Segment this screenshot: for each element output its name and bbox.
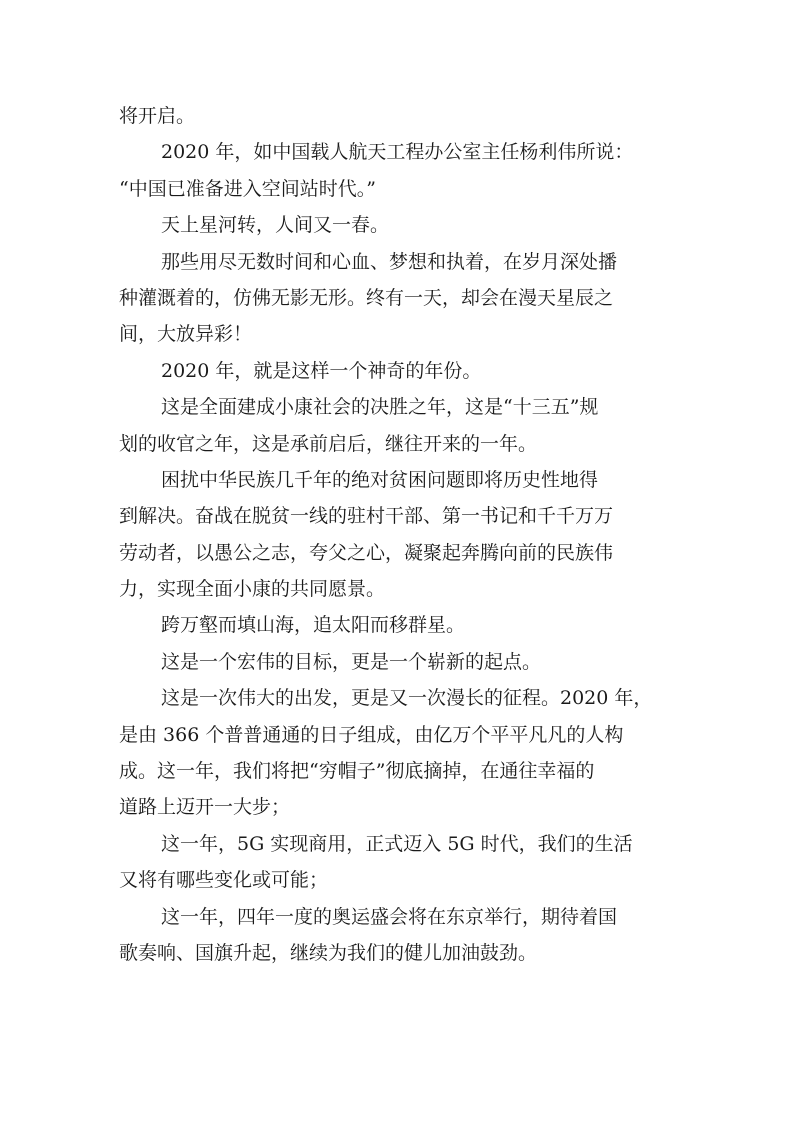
paragraph-line: 道路上迈开一大步； — [119, 796, 291, 819]
paragraph — [119, 462, 679, 608]
paragraph-line: 劳动者，以愚公之志，夸父之心，凝聚起奔腾向前的民族伟 — [119, 541, 614, 564]
paragraph-line: 这是一次伟大的出发，更是又一次漫长的征程。2020 年， — [161, 687, 653, 710]
paragraph — [119, 644, 679, 680]
paragraph-line: 困扰中华民族几千年的绝对贫困问题即将历史性地得 — [161, 468, 599, 491]
document-body — [119, 98, 679, 971]
paragraph-line: 又将有哪些变化或可能； — [119, 869, 329, 892]
paragraph — [119, 98, 679, 134]
paragraph-line: 那些用尽无数时间和心血、梦想和执着，在岁月深处播 — [161, 250, 618, 273]
paragraph — [119, 353, 679, 389]
paragraph-line: 将开启。 — [119, 105, 196, 127]
paragraph-line: 力，实现全面小康的共同愿景。 — [119, 578, 386, 601]
paragraph-line: 间，大放异彩！ — [119, 323, 253, 346]
paragraph-line: 成。这一年，我们将把“穷帽子”彻底摘掉，在通往幸福的 — [119, 760, 595, 783]
paragraph-line: 跨万壑而填山海，追太阳而移群星。 — [161, 614, 466, 637]
paragraph — [119, 207, 679, 243]
paragraph-line: 天上星河转，人间又一春。 — [161, 214, 390, 237]
paragraph-line: 这是全面建成小康社会的决胜之年，这是“十三五”规 — [161, 396, 599, 419]
paragraph-line: 这一年，5G 实现商用，正式迈入 5G 时代，我们的生活 — [161, 832, 633, 855]
paragraph — [119, 899, 679, 972]
paragraph — [119, 680, 679, 826]
paragraph-line: 划的收官之年，这是承前启后，继往开来的一年。 — [119, 432, 538, 455]
paragraph-line: 这是一个宏伟的目标，更是一个崭新的起点。 — [161, 650, 542, 673]
paragraph — [119, 244, 679, 353]
paragraph — [119, 607, 679, 643]
paragraph-line: 是由 366 个普普通通的日子组成，由亿万个平平凡凡的人构 — [119, 723, 624, 746]
paragraph-line: “中国已准备进入空间站时代。” — [119, 177, 376, 200]
paragraph-line: 歌奏响、国旗升起，继续为我们的健儿加油鼓劲。 — [119, 941, 538, 964]
paragraph — [119, 134, 679, 207]
paragraph — [119, 389, 679, 462]
paragraph-line: 2020 年，如中国载人航天工程办公室主任杨利伟所说： — [161, 141, 634, 164]
paragraph — [119, 826, 679, 899]
paragraph-line: 这一年，四年一度的奥运盛会将在东京举行，期待着国 — [161, 905, 618, 928]
paragraph-line: 到解决。奋战在脱贫一线的驻村干部、第一书记和千千万万 — [119, 505, 614, 528]
paragraph-line: 2020 年，就是这样一个神奇的年份。 — [161, 359, 482, 382]
paragraph-line: 种灌溉着的，仿佛无影无形。终有一天，却会在漫天星辰之 — [119, 286, 614, 309]
